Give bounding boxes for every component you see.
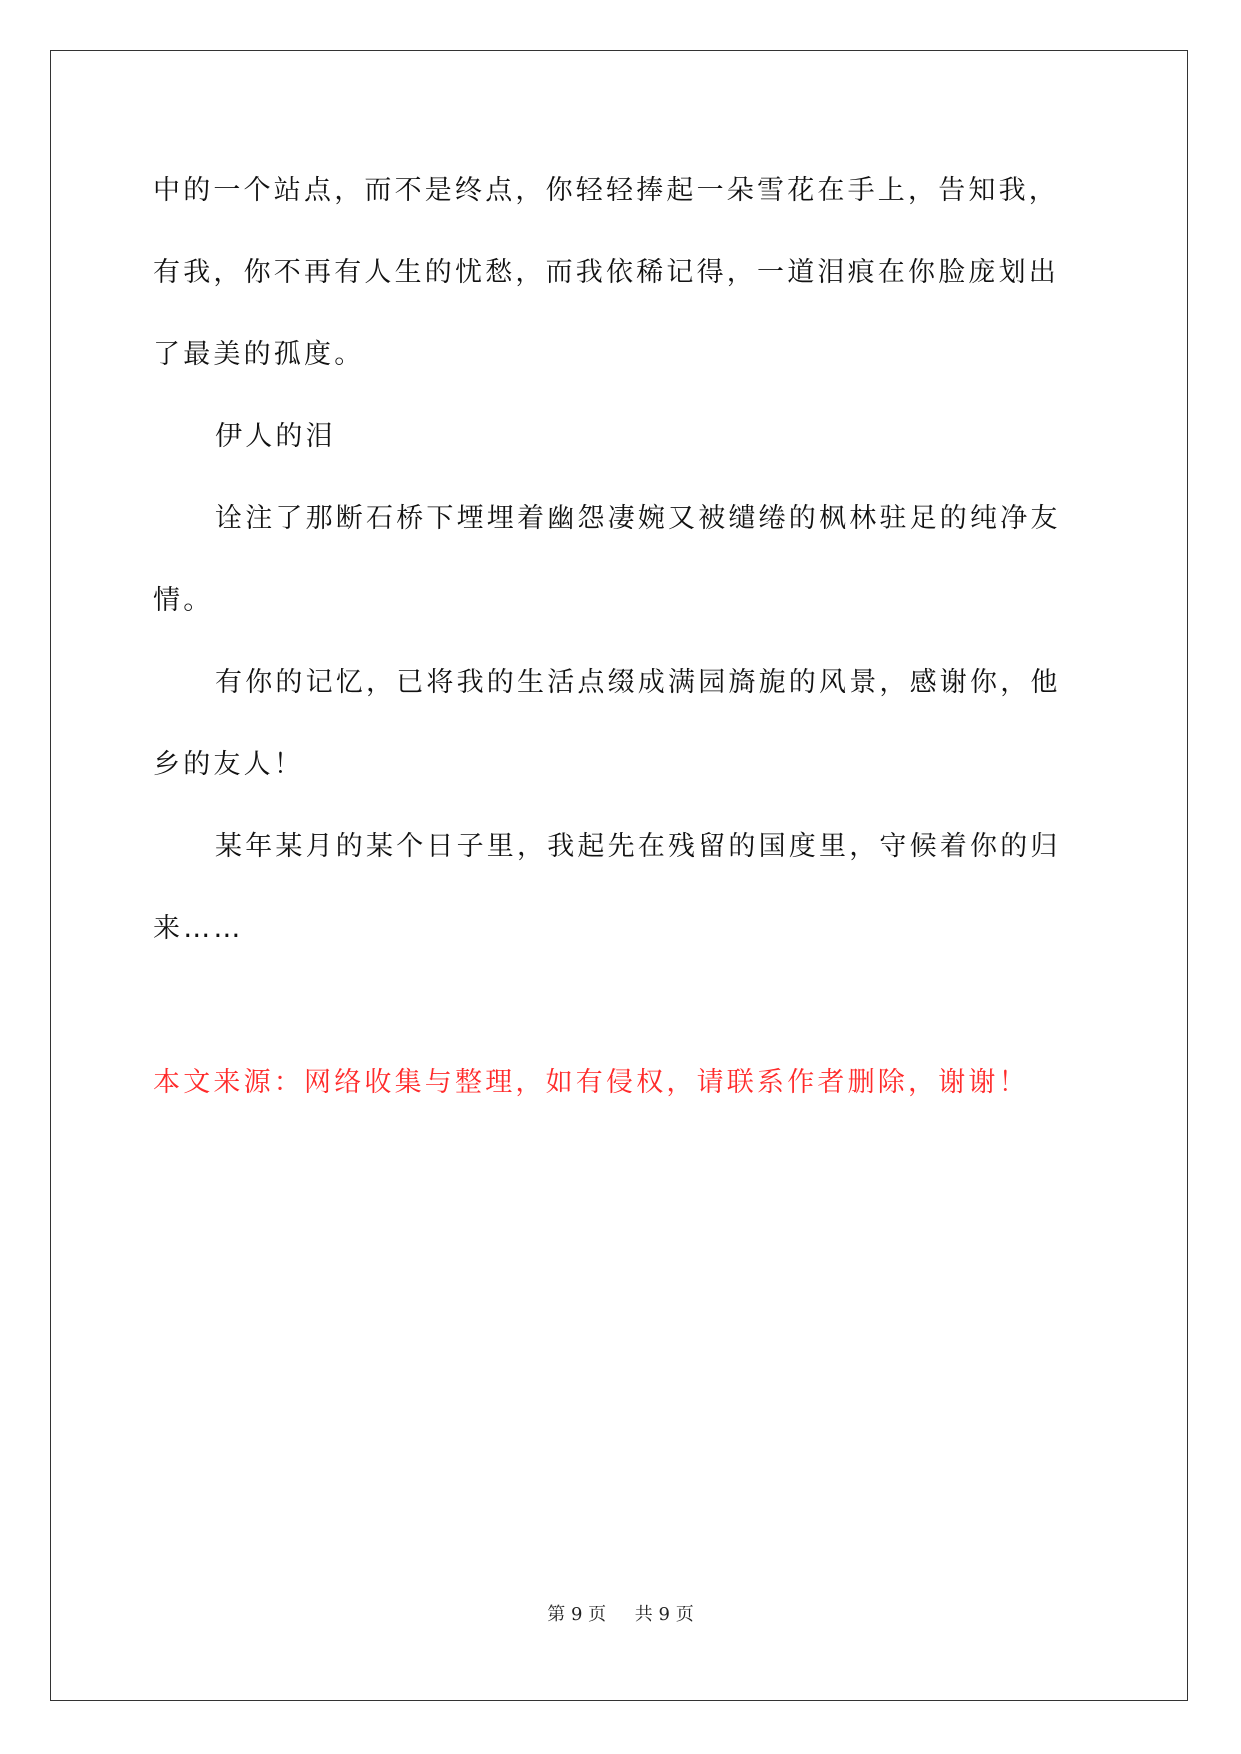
text-line-1: 中的一个站点，而不是终点，你轻轻捧起一朵雪花在手上，告知我，: [153, 175, 1059, 206]
page-total: 共 9 页: [634, 1604, 694, 1625]
text-line-2: 有我，你不再有人生的忧愁，而我依稀记得，一道泪痕在你脸庞划出: [153, 257, 1059, 288]
document-body: [153, 150, 1093, 970]
source-note: 本文来源：网络收集与整理，如有侵权，请联系作者删除，谢谢！: [153, 1067, 1029, 1098]
text-line-5: 诠注了那断石桥下堙埋着幽怨凄婉又被缱绻的枫林驻足的纯净友: [215, 503, 1061, 534]
page-number: 第 9 页: [547, 1604, 607, 1625]
text-line-6: 情。: [153, 585, 214, 616]
text-line-7: 有你的记忆，已将我的生活点缀成满园旖旎的风景，感谢你，他: [215, 667, 1061, 698]
text-line-8: 乡的友人！: [153, 749, 304, 780]
section-heading: 伊人的泪: [215, 421, 336, 452]
text-line-10: 来……: [153, 913, 244, 944]
page-footer: [0, 1600, 1241, 1626]
text-line-3: 了最美的孤度。: [153, 339, 365, 370]
text-line-9: 某年某月的某个日子里，我起先在残留的国度里，守候着你的归: [215, 831, 1061, 862]
